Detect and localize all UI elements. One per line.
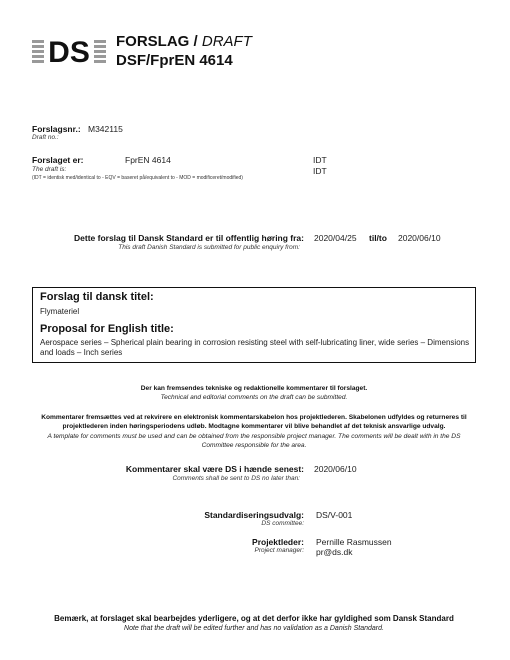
en-title-heading: Proposal for English title: (40, 323, 174, 335)
footer-note-en: Note that the draft will be edited further and has no validation as a Danish Standard. (124, 625, 384, 632)
ds-logo (30, 34, 108, 68)
manager-sublabel: Project manager: (254, 547, 304, 554)
draft-is-label: The draft is: (32, 166, 67, 173)
deadline-label: Kommentarer skal være DS i hænde senest: (125, 464, 304, 474)
deadline-sublabel: Comments shall be sent to DS no later than: (172, 475, 300, 482)
logo-text: DS (48, 36, 90, 68)
logo-stripe (32, 45, 44, 48)
comments-line1-en: Technical and editorial comments on the draft can be submitted. (160, 394, 348, 401)
manager-name: Pernille Rasmussen (316, 537, 392, 547)
comments-line2-en: A template for comments must be used and can be obtained from the responsible project manager. The comments will be dealt with in the DS Committee responsible for the area. (47, 433, 461, 449)
committee-sublabel: DS committee: (261, 520, 304, 527)
logo-stripe (94, 40, 106, 43)
logo-stripe (94, 45, 106, 48)
draft-no-label: Draft no.: (32, 134, 59, 141)
logo-stripe (94, 50, 106, 53)
header-draft: DRAFT (201, 33, 252, 50)
hearing-label: Dette forslag til Dansk Standard er til offentlig høring fra: (74, 233, 304, 243)
til-to-label: til/to (369, 233, 387, 243)
header-separator: / (193, 33, 198, 50)
forslagsnr-value: M342115 (88, 124, 123, 134)
comments-line2: Kommentarer fremsættes ved at rekvirere en elektronisk kommentarskabelon hos projektlederen. Skabelonen udfyldes og returneres til projektlederen inden høringsperiodens udløb. Modtagne kommentarer vil blive behandlet af det teknisk ansvarlige udvalg. (41, 414, 467, 430)
committee-value: DS/V-001 (316, 510, 353, 520)
idt-value-1: IDT (313, 155, 327, 165)
forslaget-er-label: Forslaget er: (32, 155, 84, 165)
hearing-from-date: 2020/04/25 (314, 233, 357, 243)
logo-stripe (32, 50, 44, 53)
forslaget-er-value: FprEN 4614 (125, 155, 171, 165)
manager-label: Projektleder: (252, 537, 304, 547)
logo-stripe (32, 60, 44, 63)
logo-stripe (94, 55, 106, 58)
hearing-to-date: 2020/06/10 (398, 233, 441, 243)
logo-stripe (94, 60, 106, 63)
logo-stripes-right (94, 40, 106, 63)
logo-stripe (32, 40, 44, 43)
deadline-value: 2020/06/10 (314, 464, 357, 474)
title-box (32, 287, 476, 363)
hearing-sublabel: This draft Danish Standard is submitted for public enquiry from: (118, 244, 300, 251)
manager-email[interactable]: pr@ds.dk (316, 547, 353, 557)
logo-stripe (32, 55, 44, 58)
dk-title-value: Flymateriel (40, 307, 80, 316)
logo-stripes-left (32, 40, 44, 63)
en-title-value: Aerospace series – Spherical plain bearing in corrosion resisting steel with self-lubricating liner, wide series – Dimensions and loads – Inch series (40, 338, 470, 357)
comments-line1: Der kan fremsendes tekniske og redaktionelle kommentarer til forslaget. (140, 385, 368, 392)
forslagsnr-label: Forslagsnr.: (32, 124, 81, 134)
header-forslag: FORSLAG (116, 33, 190, 50)
idt-value-2: IDT (313, 166, 327, 176)
header-title (116, 33, 252, 50)
document-code: DSF/FprEN 4614 (116, 52, 233, 69)
footer-note: Bemærk, at forslaget skal bearbejdes yderligere, og at det derfor ikke har gyldighed som Dansk Standard (54, 614, 454, 623)
committee-label: Standardiseringsudvalg: (204, 510, 304, 520)
equivalence-note: (IDT = identisk med/identical to - EQV = baseret på/equivalent to - MOD = modificeret/modified) (32, 175, 243, 181)
dk-title-heading: Forslag til dansk titel: (40, 291, 154, 303)
